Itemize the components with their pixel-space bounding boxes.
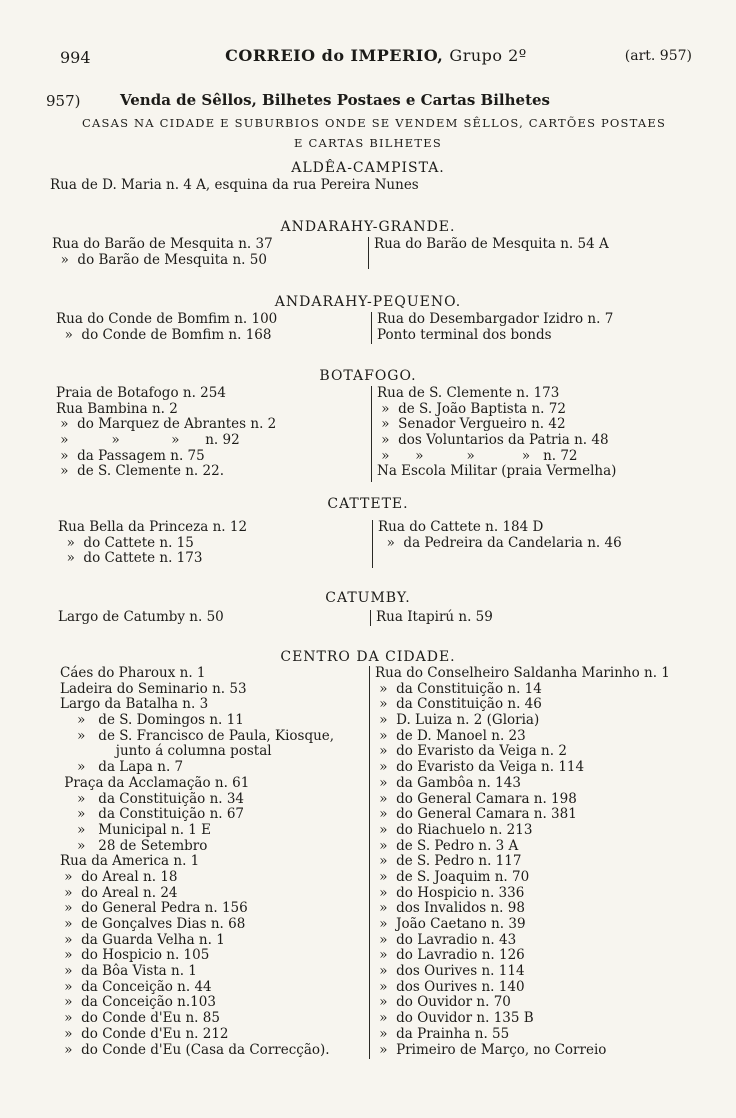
address-line: » de S. Pedro n. 3 A: [375, 837, 519, 854]
district-entries: [50, 178, 419, 194]
address-line: » de Gonçalves Dias n. 68: [60, 916, 246, 932]
section-number: 957): [46, 92, 81, 110]
publication-title: CORREIO do IMPERIO,: [225, 46, 444, 65]
address-line: » do General Pedra n. 156: [60, 900, 248, 917]
address-line: Cáes do Pharoux n. 1: [60, 665, 206, 681]
address-line: » do Hospicio n. 105: [60, 947, 210, 964]
address-line: » do Hospicio n. 336: [375, 884, 525, 901]
column-divider: [371, 386, 372, 482]
page-number: 994: [60, 48, 91, 67]
address-line: » do Areal n. 18: [60, 868, 178, 885]
address-line: » 28 de Setembro: [60, 837, 208, 854]
address-line: » de S. Francisco de Paula, Kiosque,: [60, 727, 335, 744]
address-line: » da Constituição n. 34: [60, 790, 245, 807]
address-line: » do Ouvidor n. 135 B: [375, 1010, 534, 1027]
address-line: Ladeira do Seminario n. 53: [60, 680, 247, 697]
address-line: » do Evaristo da Veiga n. 2: [375, 743, 567, 760]
address-line: » do Evaristo da Veiga n. 114: [375, 759, 585, 776]
address-line: Rua do Cattete n. 184 D: [378, 519, 544, 535]
column-divider: [369, 666, 370, 1059]
page-header: [60, 46, 692, 70]
address-line: » Senador Vergueiro n. 42: [377, 416, 566, 433]
address-line: » » » n. 92: [56, 432, 240, 449]
district-left-column: [60, 666, 334, 1058]
address-line: » do Areal n. 24: [60, 884, 178, 901]
article-reference: (art. 957): [624, 48, 692, 64]
district-right-column: [378, 520, 622, 551]
address-line: junto á columna postal: [60, 743, 272, 760]
section-subheading-cont: E CARTAS BILHETES: [294, 136, 442, 150]
address-line: » do Conde d'Eu n. 85: [60, 1010, 220, 1027]
address-line: » da Pedreira da Candelaria n. 46: [378, 534, 622, 551]
district-heading: ANDARAHY-GRANDE.: [280, 219, 456, 235]
district-left-column: [56, 312, 277, 343]
address-line: » do General Camara n. 198: [375, 790, 577, 807]
address-line: » da Constituição n. 14: [375, 680, 542, 697]
address-line: » do General Camara n. 381: [375, 806, 577, 823]
address-line: Rua de D. Maria n. 4 A, esquina da rua Pereira Nunes: [50, 177, 419, 193]
section-heading: Venda de Sêllos, Bilhetes Postaes e Cartas Bilhetes: [120, 91, 550, 109]
group-label: Grupo 2º: [449, 46, 527, 65]
district-left-column: [56, 386, 276, 480]
section-subheading: CASAS NA CIDADE E SUBURBIOS ONDE SE VENDEM SÊLLOS, CARTÕES POSTAES: [82, 116, 667, 130]
running-title: [60, 46, 692, 65]
address-line: Rua do Barão de Mesquita n. 54 A: [374, 236, 609, 252]
address-line: » do Cattete n. 15: [58, 534, 194, 551]
district-left-column: [52, 237, 273, 268]
address-line: Rua do Barão de Mesquita n. 37: [52, 236, 273, 252]
address-line: » do Lavradio n. 126: [375, 947, 525, 964]
address-line: » de S. Pedro n. 117: [375, 853, 522, 870]
address-line: » Municipal n. 1 E: [60, 821, 212, 838]
column-divider: [371, 312, 372, 344]
address-line: Rua Itapirú n. 59: [376, 609, 493, 625]
address-line: » do Ouvidor n. 70: [375, 994, 511, 1011]
address-line: Rua de S. Clemente n. 173: [377, 385, 560, 401]
address-line: » de S. Clemente n. 22.: [56, 463, 224, 480]
address-line: Largo de Catumby n. 50: [58, 609, 224, 625]
address-line: » do Barão de Mesquita n. 50: [52, 251, 267, 268]
address-line: » da Conceição n.103: [60, 994, 216, 1011]
address-line: » do Conde d'Eu n. 212: [60, 1025, 229, 1042]
district-right-column: [377, 386, 616, 480]
address-line: Rua da America n. 1: [60, 853, 200, 870]
district-heading: BOTAFOGO.: [319, 368, 417, 384]
address-line: Praça da Acclamação n. 61: [60, 774, 250, 791]
column-divider: [368, 237, 369, 269]
address-line: Rua do Conselheiro Saldanha Marinho n. 1: [375, 665, 670, 681]
address-line: » do Riachuelo n. 213: [375, 821, 533, 838]
district-heading: CENTRO DA CIDADE.: [280, 649, 456, 665]
address-line: » de D. Manoel n. 23: [375, 727, 526, 744]
column-divider: [370, 610, 371, 626]
address-line: » da Prainha n. 55: [375, 1025, 510, 1042]
address-line: » D. Luiza n. 2 (Gloria): [375, 712, 540, 729]
district-left-column: [58, 520, 247, 567]
address-line: » do Lavradio n. 43: [375, 931, 517, 948]
address-line: Praia de Botafogo n. 254: [56, 385, 226, 401]
district-heading: ANDARAHY-PEQUENO.: [274, 294, 462, 310]
address-line: » do Cattete n. 173: [58, 550, 203, 567]
address-line: Rua Bambina n. 2: [56, 400, 178, 417]
address-line: » dos Voluntarios da Patria n. 48: [377, 432, 609, 449]
address-line: » Primeiro de Março, no Correio: [375, 1041, 607, 1058]
address-line: » do Marquez de Abrantes n. 2: [56, 416, 277, 433]
address-line: Rua do Conde de Bomfim n. 100: [56, 311, 278, 327]
address-line: » da Guarda Velha n. 1: [60, 931, 225, 948]
address-line: Na Escola Militar (praia Vermelha): [377, 463, 617, 480]
district-right-column: [376, 610, 493, 626]
address-line: » da Constituição n. 67: [60, 806, 245, 823]
address-line: Rua do Desembargador Izidro n. 7: [377, 311, 614, 327]
district-right-column: [377, 312, 613, 343]
address-line: » da Gambôa n. 143: [375, 774, 521, 791]
district-left-column: [58, 610, 224, 626]
address-line: » de S. Joaquim n. 70: [375, 868, 530, 885]
district-heading: ALDÊA-CAMPISTA.: [291, 160, 445, 176]
column-divider: [372, 520, 373, 568]
address-line: » da Constituição n. 46: [375, 696, 542, 713]
address-line: » de S. João Baptista n. 72: [377, 400, 566, 417]
address-line: » dos Ourives n. 114: [375, 963, 525, 980]
address-line: » dos Ourives n. 140: [375, 978, 525, 995]
address-line: Largo da Batalha n. 3: [60, 696, 209, 713]
district-right-column: [374, 237, 609, 253]
address-line: » de S. Domingos n. 11: [60, 712, 244, 729]
address-line: » da Bôa Vista n. 1: [60, 963, 197, 980]
address-line: » da Passagem n. 75: [56, 447, 205, 464]
district-heading: CATUMBY.: [325, 590, 411, 606]
address-line: » da Conceição n. 44: [60, 978, 212, 995]
address-line: Ponto terminal dos bonds: [377, 326, 552, 343]
address-line: » do Conde de Bomfim n. 168: [56, 326, 272, 343]
address-line: Rua Bella da Princeza n. 12: [58, 519, 248, 535]
address-line: » João Caetano n. 39: [375, 916, 526, 932]
district-right-column: [375, 666, 670, 1058]
district-heading: CATTETE.: [327, 496, 409, 512]
address-line: » » » » n. 72: [377, 447, 578, 464]
address-line: » da Lapa n. 7: [60, 759, 184, 776]
address-line: » do Conde d'Eu (Casa da Correcção).: [60, 1041, 330, 1058]
address-line: » dos Invalidos n. 98: [375, 900, 525, 917]
